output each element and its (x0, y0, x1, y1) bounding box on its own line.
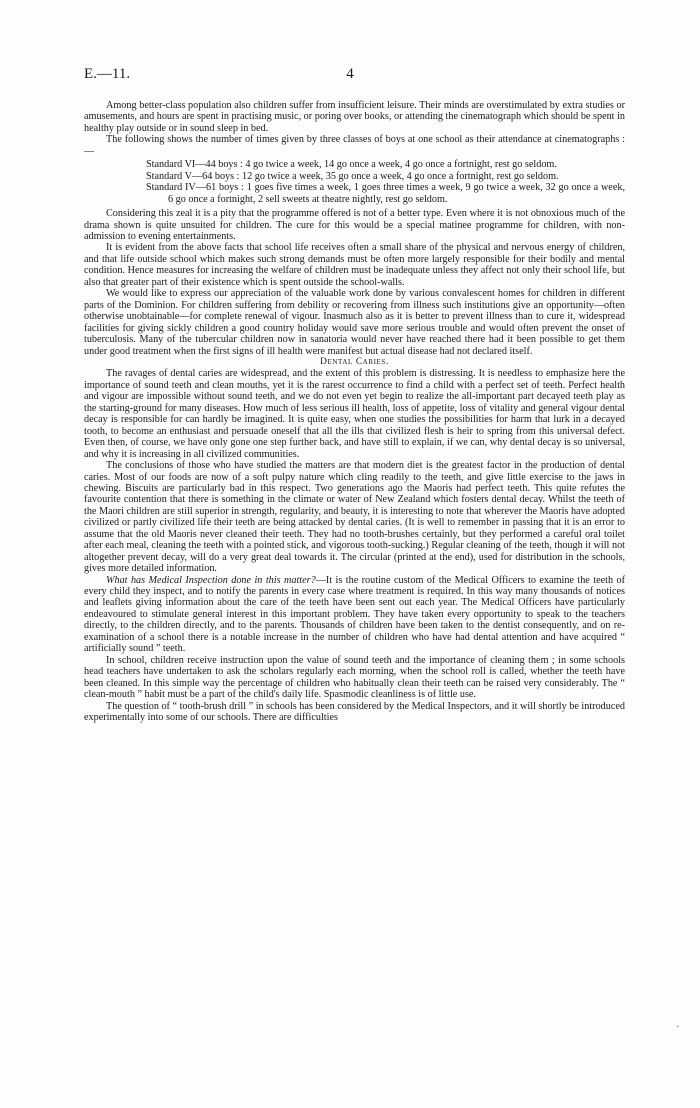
page-number: 4 (346, 66, 354, 82)
paragraph-dental-ravages: The ravages of dental caries are widespread, and the extent of this problem is distressing. It is needless to emphasize here the importance of sound teeth and clean mouths, yet it is the rarest occurrence to find a child with a perfect set of teeth. Perfect health and vigour are impossible without sound teeth, and we do not even yet begin to realize the all-important part decayed teeth play as the starting-ground for many diseases. How much of less serious ill health, loss of appetite, loss of vitality and general vigour dental decay is responsible for can hardly be imagined. It is quite easy, when one studies the possibilities for harm that lurk in a decayed tooth, to become an enthusiast and persuade oneself that all the ills that civilized flesh is heir to spring from this universal defect. Even then, of course, we have only gone one step further back, and have still to explain, if we can, why dental decay is so universal, and why it is increasing in all civilized communities. (84, 368, 625, 460)
paragraph-programme: Considering this zeal it is a pity that the programme offered is not of a better type. Even where it is not obnoxious much of the drama shown is quite unsuited for children. The cure for this would be a special matinee programme for children, with non-admission to evening entertainments. (84, 208, 625, 242)
paragraph-leisure: Among better-class population also children suffer from insufficient leisure. Their minds are overstimulated by extra studies or amusements, and hours are spent in practising music, or poring over books, or attending the cinematograph which should be spent in healthy play outside or in sound sleep in bed. (84, 100, 625, 134)
page-header (84, 66, 616, 86)
section-heading-dental-caries: Dental Caries. (320, 356, 389, 367)
medical-inspection-question: What has Medical Inspection done in this matter? (106, 574, 316, 586)
medical-inspection-answer: —It is the routine custom of the Medical Officers to examine the teeth of every child they inspect, and to notify the parents in every case where treatment is required. In this way many thousands of notices and leaflets giving information about the care of the teeth have been sent out each year. The Medical Officers have particularly endeavoured to stimulate general interest in this important problem. They have taken every opportunity to speak to the teachers directly, to the children directly, and to the parents. Thousands of children have been taken to the dentist consequently, and on re-examination of a school there is a notable increase in the number of children who have had dental attention and have acquired “ artificially sound ” teeth. (84, 574, 625, 655)
standard-v-entry: Standard V—64 boys : 12 go twice a week, 35 go once a week, 4 go once a fortnight, rest go seldom. (146, 170, 559, 182)
paragraph-medical-inspection (84, 575, 625, 655)
standards-list (146, 159, 625, 205)
paragraph-school-life: It is evident from the above facts that school life receives often a small share of the physical and nervous energy of children, and that life outside school which makes such strong demands must be often more largely responsible for their bodily and mental condition. Hence measures for increasing the welfare of children must be inadequate unless they affect not only their school life, but also that greater part of their existence which is spent outside the school-walls. (84, 242, 625, 288)
paragraph-school-instruction: In school, children receive instruction upon the value of sound teeth and the importance of cleaning them ; in some schools head teachers have undertaken to ask the scholars regularly each morning, when the school roll is called, whether the teeth have been cleaned. In this simple way the percentage of children who habitually clean their teeth can be raised very considerably. The “ clean-mouth ” habit must be a part of the child's daily life. Spasmodic cleanliness is of little use. (84, 654, 625, 701)
margin-mark: · (676, 1022, 680, 1033)
page-body (84, 100, 625, 723)
paragraph-tooth-brush-drill: The question of “ tooth-brush drill ” in schools has been considered by the Medical Inspectors, and it will shortly be introduced experimentally into some of our schools. There are difficulties (84, 700, 625, 724)
paragraph-cinematograph-intro: The following shows the number of times given by three classes of boys at one school as their attendance at cinematographs :— (84, 134, 625, 157)
paragraph-modern-diet: The conclusions of those who have studied the matters are that modern diet is the greatest factor in the production of dental caries. Most of our foods are now of a soft pulpy nature which cling readily to the teeth, and give little exercise to the jaws in chewing. Biscuits are particularly bad in this respect. Two generations ago the Maoris had perfect teeth. This quite refutes the favourite contention that there is something in the climate or water of New Zealand which fosters dental decay. Whilst the teeth of the Maori children are still superior in strength, regularity, and beauty, it is interesting to note that wherever the Maoris have adopted civilized or partly civilized life their teeth are being attacked by dental caries. (It is well to remember in passing that it is an error to assume that the old Maoris never cleaned their teeth. They had no tooth-brushes certainly, but they performed a careful oral toilet after each meal, cleaning the teeth with a pointed stick, and vigorous tooth-sucking.) Regular cleaning of the teeth, though it will not altogether prevent decay, will do a very great deal towards it. The circular (printed at the end), used for distribution in the schools, gives more detailed information. (84, 460, 625, 575)
standard-iv-entry: Standard IV—61 boys : 1 goes five times a week, 1 goes three times a week, 9 go twice a week, 32 go once a week, 6 go once a fortnight, 2 sell sweets at theatre nightly, rest go seldom. (146, 182, 625, 205)
document-reference: E.—11. (84, 66, 131, 82)
paragraph-convalescent-homes: We would like to express our appreciation of the valuable work done by various convalescent homes for children in different parts of the Dominion. For children suffering from debility or recovering from illness such institutions give an opportunity—often otherwise unobtainable—for complete renewal of vigour. Inasmuch also as it is better to prevent illness than to cure it, widespread facilities for giving sickly children a good country holiday would save more serious trouble and would often prevent the onset of tuberculosis. Many of the tubercular children now in sanatoria would never have reached there had it been possible to get them under good treatment when the first signs of ill health were manifest but actual disease had not declared itself. (84, 288, 625, 357)
standard-vi-entry: Standard VI—44 boys : 4 go twice a week, 14 go once a week, 4 go once a fortnight, rest go seldom. (146, 159, 557, 171)
